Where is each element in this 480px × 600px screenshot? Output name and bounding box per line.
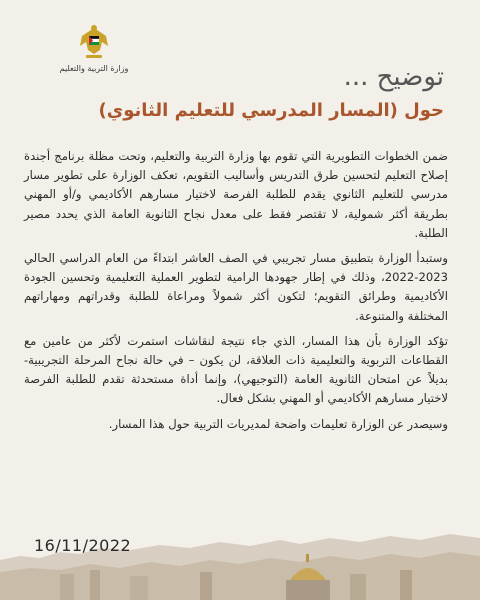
page-subtitle: حول (المسار المدرسي للتعليم الثانوي) (98, 100, 444, 121)
announcement-body (24, 147, 448, 440)
paragraph-1: ضمن الخطوات التطويرية التي تقوم بها وزارة التربية والتعليم، وتحت مظلة برنامج أجندة إصلاح التعليم لتحسين طرق التدريس وأساليب التقويم، تعكف الوزارة على تطوير مسار مدرسي للتعليم الثانوي يقدم للطلبة الفرصة لاختيار مسارهم الأكاديمي و/أو المهني بطريقة أكثر شمولية، لا تقتصر فقط على معدل نجاح الثانوية العامة الذي يحدد مصير الطلبة. (24, 149, 448, 240)
ministry-name: وزارة التربية والتعليم (59, 64, 129, 73)
announcement-date: 16/11/2022 (34, 536, 132, 555)
paragraph-3: تؤكد الوزارة بأن هذا المسار، الذي جاء نتيجة لنقاشات استمرت لأكثر من عامين مع القطاعات التربوية والتعليمية ذات العلاقة، لن يكون – في حالة نجاح المرحلة التجريبية- بديلاً عن امتحان الثانوية العامة (التوجيهي)، وإنما أداة مستحدثة تقدم للطلبة الفرصة لاختيار مسارهم الأكاديمي أو المهني بشكل فعال. (24, 333, 448, 406)
eagle-emblem-icon (76, 22, 112, 62)
page-title: توضيح ... (343, 62, 444, 92)
paragraph-2: وستبدأ الوزارة بتطبيق مسار تجريبي في الصف العاشر ابتداءً من العام الدراسي الحالي 2023-2022، وذلك في إطار جهودها الرامية لتطوير العملية التعليمية وتحسين الجودة الأكاديمية وطرائق التقويم؛ لتكون أكثر شمولاً ومراعاة للطلبة وقدراتهم ومهاراتهم المختلفة والمتنوعة. (24, 251, 448, 323)
paragraph-4: وسيصدر عن الوزارة تعليمات واضحة لمديريات التربية حول هذا المسار. (108, 416, 448, 431)
ministry-logo (44, 22, 144, 73)
